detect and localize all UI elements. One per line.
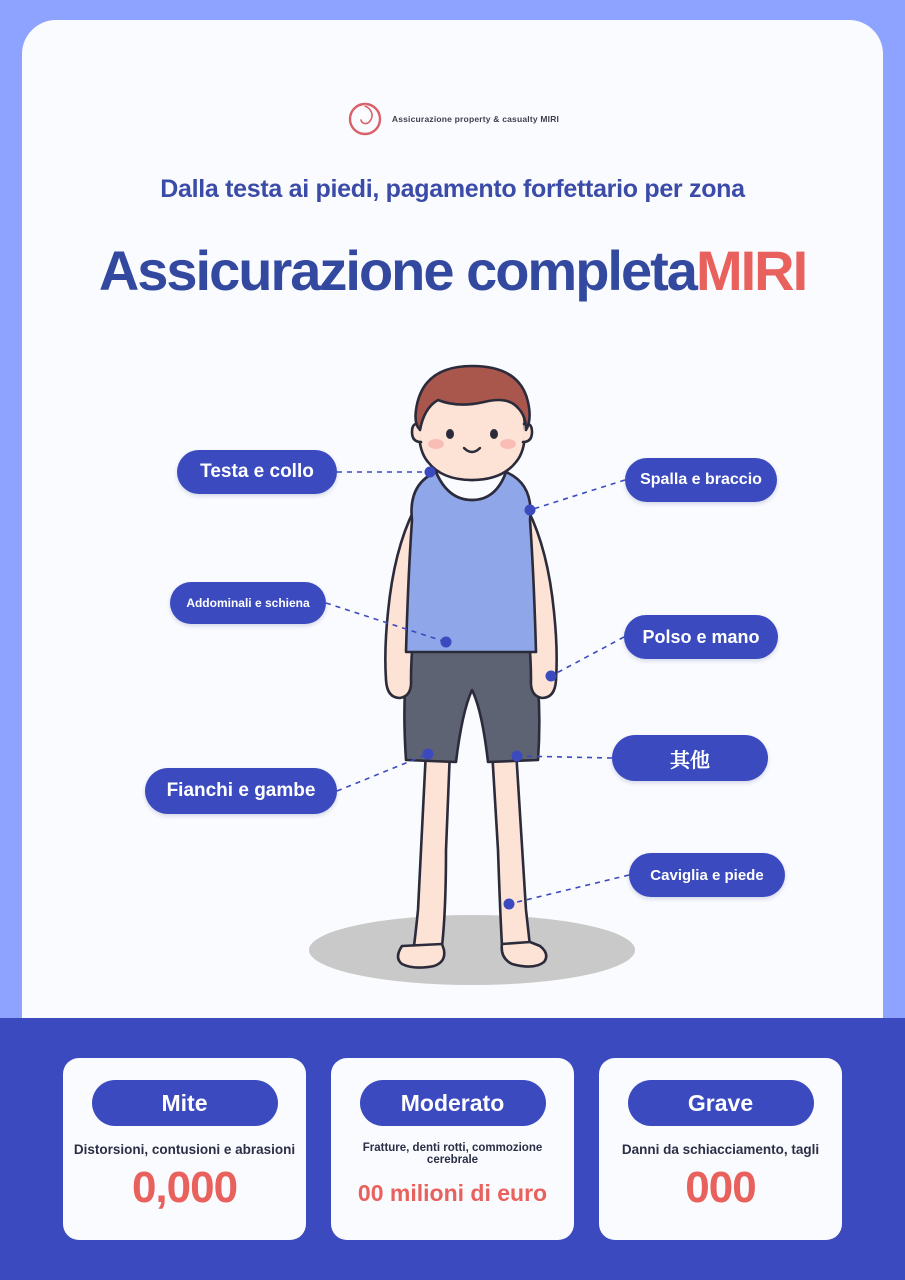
poster-title-main: Assicurazione completa: [98, 239, 696, 302]
severity-level-severe: Grave: [628, 1080, 814, 1126]
severity-band: [0, 1018, 905, 1280]
severity-amount-moderate: 00 milioni di euro: [357, 1180, 548, 1206]
poster-subtitle: Dalla testa ai piedi, pagamento forfettario per zona: [160, 175, 745, 203]
body-label-ankle-foot[interactable]: Caviglia e piede: [629, 853, 785, 897]
severity-desc-severe: Danni da schiacciamento, tagli: [621, 1142, 820, 1157]
body-label-hips-legs[interactable]: Fianchi e gambe: [145, 768, 337, 814]
severity-card-mild[interactable]: [63, 1058, 306, 1240]
brand-logo: [22, 100, 883, 138]
body-label-abs-back[interactable]: Addominali e schiena: [170, 582, 326, 624]
body-label-shoulder-arm[interactable]: Spalla e braccio: [625, 458, 777, 502]
severity-desc-moderate: Fratture, denti rotti, commozione cerebrale: [362, 1142, 543, 1166]
severity-level-mild: Mite: [92, 1080, 278, 1126]
body-label-head-neck[interactable]: Testa e collo: [177, 450, 337, 494]
brand-logo-text: Assicurazione property & casualty MIRI: [391, 114, 560, 124]
body-label-other[interactable]: 其他: [612, 735, 768, 781]
severity-card-list: [0, 1018, 905, 1280]
body-label-wrist-hand[interactable]: Polso e mano: [624, 615, 778, 659]
severity-card-severe[interactable]: [599, 1058, 842, 1240]
severity-level-moderate: Moderato: [360, 1080, 546, 1126]
poster-title: [22, 238, 883, 303]
swirl-ring-icon: [346, 100, 384, 138]
poster-title-accent: MIRI: [695, 239, 807, 302]
body-map: [22, 350, 883, 1000]
severity-desc-mild: Distorsioni, contusioni e abrasioni: [73, 1142, 296, 1157]
severity-amount-mild: 0,000: [131, 1163, 238, 1212]
severity-card-moderate[interactable]: [331, 1058, 574, 1240]
severity-amount-severe: 000: [685, 1163, 756, 1212]
body-illustration: [22, 350, 883, 1000]
